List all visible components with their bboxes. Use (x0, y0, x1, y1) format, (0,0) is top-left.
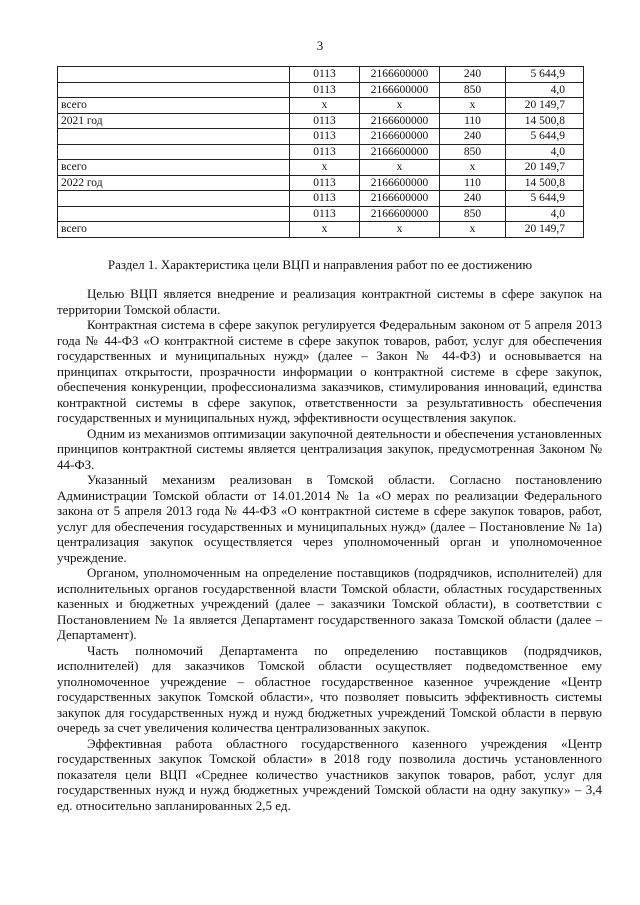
target-code-cell: 2166600000 (360, 175, 440, 191)
table-row (58, 67, 584, 83)
section-code-cell: 0113 (290, 144, 360, 160)
expense-type-cell: х (440, 98, 506, 114)
year-cell: 2021 год (58, 113, 290, 129)
target-code-cell: х (360, 222, 440, 238)
year-cell: всего (58, 222, 290, 238)
target-code-cell: 2166600000 (360, 67, 440, 83)
page-number: 3 (316, 38, 324, 53)
expense-type-cell: 110 (440, 175, 506, 191)
target-code-cell: х (360, 98, 440, 114)
table-row (58, 144, 584, 160)
section-title: Раздел 1. Характеристика цели ВЦП и направления работ по ее достижению (107, 257, 533, 272)
table-row (58, 222, 584, 238)
budget-table (57, 66, 584, 238)
amount-cell: 5 644,9 (506, 129, 584, 145)
expense-type-cell: 240 (440, 191, 506, 207)
year-cell (58, 191, 290, 207)
paragraph: Часть полномочий Департамента по определению поставщиков (подрядчиков, исполнителей) для заказчиков Томской области осуществляет подведомственное ему уполномоченное учреждение – областное государственное казенное учреждение «Центр государственных закупок Томской области», что позволяет повысить эффективность системы закупок для государственных нужд и нужд бюджетных учреждений Томской области в первую очередь за счет увеличения количества централизованных закупок. (57, 642, 602, 735)
table-row (58, 98, 584, 114)
expense-type-cell: 850 (440, 82, 506, 98)
table-row (58, 160, 584, 176)
paragraph: Контрактная система в сфере закупок регулируется Федеральным законом от 5 апреля 2013 года № 44-ФЗ «О контрактной системе в сфере закупок товаров, работ, услуг для обеспечения государственных и муниципальных нужд» (далее – Закон № 44-ФЗ) и основывается на принципах открытости, прозрачности информации о контрактной системе в сфере закупок, обеспечения конкуренции, профессионализма заказчиков, стимулирования инноваций, единства контрактной системы в сфере закупок, ответственности за результативность обеспечения государственных и муниципальных нужд, эффективности осуществления закупок. (57, 317, 602, 425)
section-code-cell: 0113 (290, 67, 360, 83)
expense-type-cell: 240 (440, 67, 506, 83)
amount-cell: 20 149,7 (506, 98, 584, 114)
expense-type-cell: 110 (440, 113, 506, 129)
amount-cell: 4,0 (506, 206, 584, 222)
paragraph: Указанный механизм реализован в Томской области. Согласно постановлению Администрации Томской области от 14.01.2014 № 1а «О мерах по реализации Федерального закона от 5 апреля 2013 года № 44-ФЗ «О контрактной системе в сфере закупок товаров, работ, услуг для обеспечения государственных и муниципальных нужд» (далее – Постановление № 1а) централизация закупок осуществляется через уполномоченный орган и уполномоченное учреждение. (57, 472, 602, 565)
expense-type-cell: х (440, 160, 506, 176)
year-cell: 2022 год (58, 175, 290, 191)
expense-type-cell: 240 (440, 129, 506, 145)
target-code-cell: 2166600000 (360, 206, 440, 222)
target-code-cell: х (360, 160, 440, 176)
table-row (58, 113, 584, 129)
year-cell (58, 67, 290, 83)
year-cell (58, 129, 290, 145)
amount-cell: 5 644,9 (506, 191, 584, 207)
paragraph: Целью ВЦП является внедрение и реализация контрактной системы в сфере закупок на территории Томской области. (57, 286, 602, 317)
section-code-cell: 0113 (290, 129, 360, 145)
expense-type-cell: 850 (440, 206, 506, 222)
section-code-cell: х (290, 98, 360, 114)
year-cell (58, 144, 290, 160)
amount-cell: 14 500,8 (506, 113, 584, 129)
table-row (58, 129, 584, 145)
section-code-cell: х (290, 160, 360, 176)
paragraph: Органом, уполномоченным на определение поставщиков (подрядчиков, исполнителей) для исполнительных органов государственной власти Томской области, областных государственных казенных и бюджетных учреждений (далее – заказчики Томской области), в соответствии с Постановлением № 1а является Департамент государственного заказа Томской области (далее – Департамент). (57, 565, 602, 642)
amount-cell: 5 644,9 (506, 67, 584, 83)
target-code-cell: 2166600000 (360, 129, 440, 145)
expense-type-cell: х (440, 222, 506, 238)
year-cell (58, 206, 290, 222)
amount-cell: 20 149,7 (506, 160, 584, 176)
target-code-cell: 2166600000 (360, 144, 440, 160)
amount-cell: 20 149,7 (506, 222, 584, 238)
section-code-cell: 0113 (290, 82, 360, 98)
paragraph: Одним из механизмов оптимизации закупочной деятельности и обеспечения установленных принципов контрактной системы является централизация закупок, предусмотренная Законом № 44-ФЗ. (57, 425, 602, 472)
amount-cell: 14 500,8 (506, 175, 584, 191)
paragraph: Эффективная работа областного государственного казенного учреждения «Центр государственных закупок Томской области» в 2018 году позволила достичь установленного показателя цели ВЦП «Среднее количество участников закупок товаров, работ, услуг для государственных нужд и нужд бюджетных учреждений Томской области на одну закупку» – 3,4 ед. относительно запланированных 2,5 ед. (57, 735, 602, 813)
year-cell (58, 82, 290, 98)
table-row (58, 82, 584, 98)
section-code-cell: 0113 (290, 206, 360, 222)
section-code-cell: 0113 (290, 175, 360, 191)
table-row (58, 191, 584, 207)
target-code-cell: 2166600000 (360, 82, 440, 98)
target-code-cell: 2166600000 (360, 113, 440, 129)
section-code-cell: 0113 (290, 113, 360, 129)
document-body (57, 286, 602, 813)
section-code-cell: х (290, 222, 360, 238)
year-cell: всего (58, 98, 290, 114)
section-code-cell: 0113 (290, 191, 360, 207)
year-cell: всего (58, 160, 290, 176)
amount-cell: 4,0 (506, 144, 584, 160)
table-row (58, 206, 584, 222)
table-row (58, 175, 584, 191)
expense-type-cell: 850 (440, 144, 506, 160)
amount-cell: 4,0 (506, 82, 584, 98)
target-code-cell: 2166600000 (360, 191, 440, 207)
